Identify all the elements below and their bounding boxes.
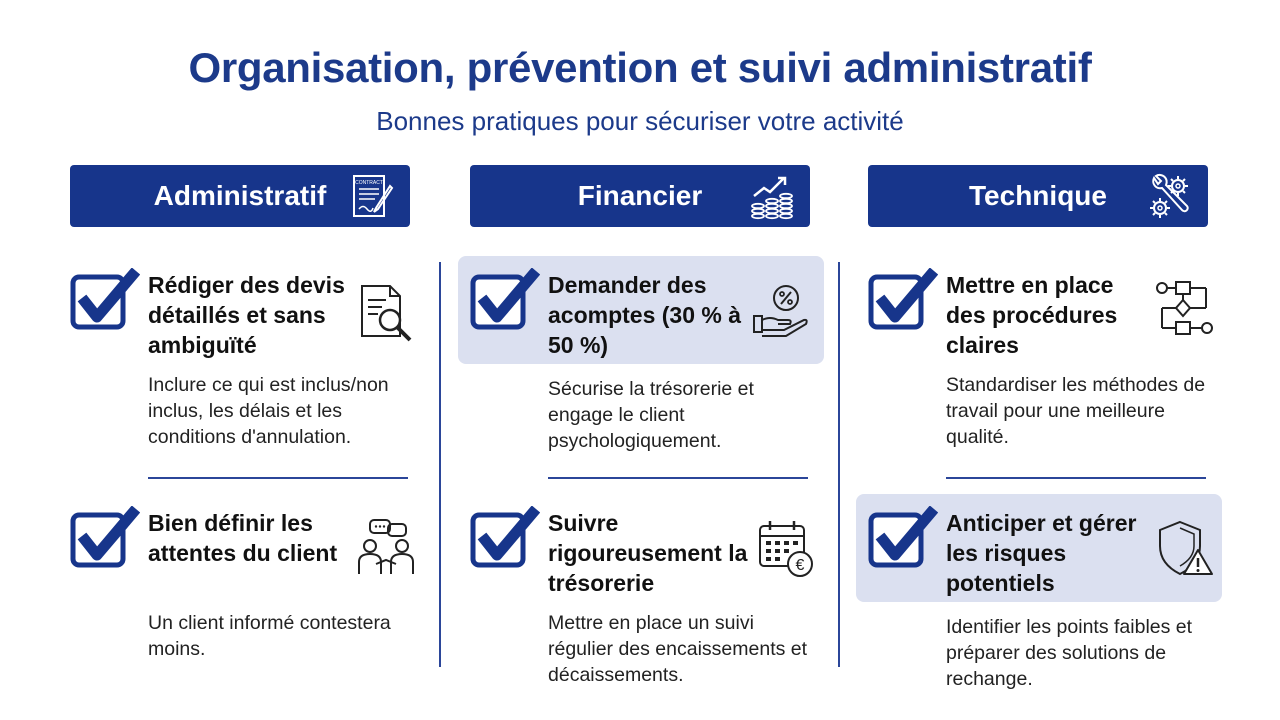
contract-icon [348, 172, 396, 220]
item-title: Rédiger des devis détaillés et sans ambiguïté [148, 272, 345, 358]
money-growth-icon [748, 172, 796, 220]
checkbox-checked-icon [470, 506, 540, 570]
item-title: Suivre rigoureusement la trésorerie [548, 510, 748, 596]
column-header [470, 165, 810, 227]
item-description: Standardiser les méthodes de travail pour une meilleure qualité. [946, 374, 1206, 448]
item-separator [946, 477, 1206, 479]
column-administratif [70, 165, 410, 705]
column-header-label: Administratif [153, 180, 327, 211]
item-separator [148, 477, 408, 479]
column-header [70, 165, 410, 227]
checkbox-checked-icon [470, 268, 540, 332]
column-header [868, 165, 1208, 227]
item-title: Mettre en place des procédures claires [946, 272, 1118, 358]
page-subtitle: Bonnes pratiques pour sécuriser votre activité [376, 106, 904, 136]
column-header-label: Financier [577, 180, 703, 211]
item-title: Bien définir les attentes du client [148, 510, 338, 566]
column-header-label: Technique [969, 180, 1107, 211]
column-divider [838, 262, 840, 667]
item-description: Sécurise la trésorerie et engage le client psychologiquement. [548, 378, 754, 452]
shield-warning-icon [1154, 518, 1216, 580]
checkbox-checked-icon [868, 268, 938, 332]
people-discussion-icon [356, 518, 418, 580]
percent-hand-icon [752, 282, 814, 344]
checkbox-checked-icon [70, 506, 140, 570]
document-search-icon [356, 282, 418, 344]
svg-text:CONTRACT: CONTRACT [355, 180, 383, 186]
item-description: Mettre en place un suivi régulier des encaissements et décaissements. [548, 612, 808, 686]
column-technique [868, 165, 1208, 705]
checkbox-checked-icon [868, 506, 938, 570]
item-description: Identifier les points faibles et préparer des solutions de rechange. [946, 616, 1193, 690]
tools-gear-icon [1146, 172, 1194, 220]
flowchart-icon [1154, 278, 1216, 340]
item-title: Anticiper et gérer les risques potentiels [946, 510, 1137, 596]
item-description: Un client informé contestera moins. [148, 612, 391, 660]
calendar-euro-icon [756, 518, 818, 580]
item-separator [548, 477, 808, 479]
item-description: Inclure ce qui est inclus/non inclus, les délais et les conditions d'annulation. [148, 374, 389, 448]
item-title: Demander des acomptes (30 % à 50 %) [548, 272, 742, 358]
column-divider [439, 262, 441, 667]
page-title: Organisation, prévention et suivi administratif [188, 44, 1092, 91]
column-financier [470, 165, 810, 705]
svg-text:€: € [795, 557, 805, 574]
checkbox-checked-icon [70, 268, 140, 332]
